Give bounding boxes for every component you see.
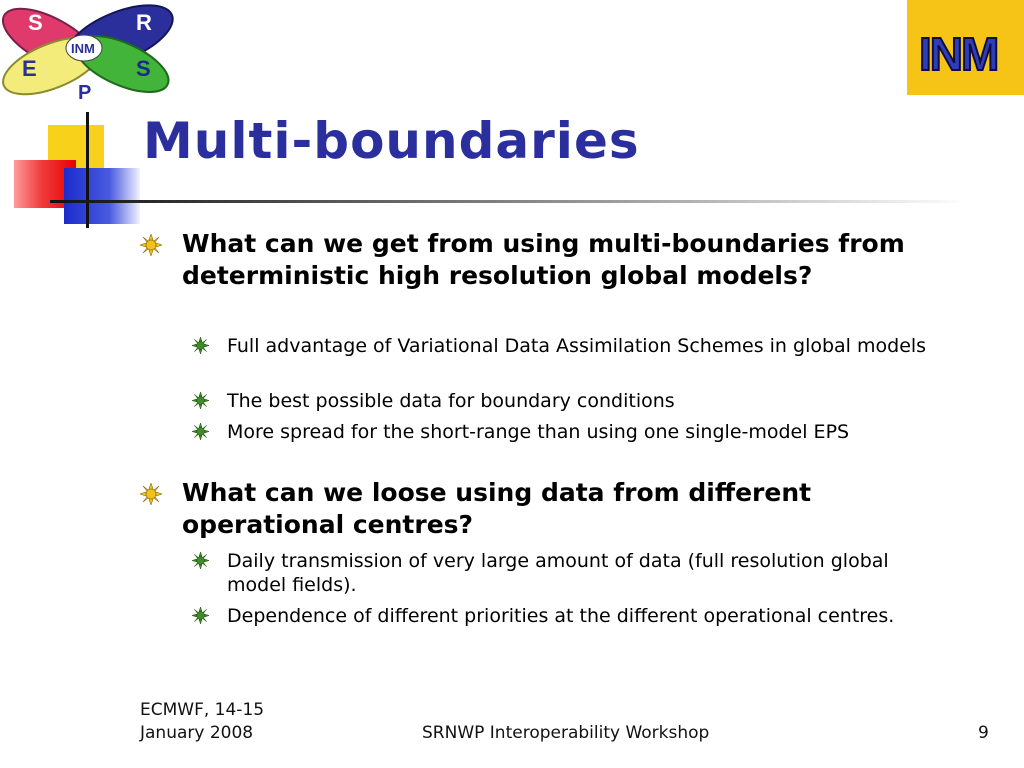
sub-bullet-1-3-text: More spread for the short-range than using one single-model EPS: [227, 421, 850, 443]
sub-bullet-1-2: [140, 389, 940, 413]
bullet-sun-icon: [192, 423, 209, 440]
bullet-1: [140, 228, 970, 292]
bullet-sun-icon: [140, 483, 162, 505]
sub-bullet-1-1-text: Full advantage of Variational Data Assimilation Schemes in global models: [227, 335, 927, 357]
sub-bullet-2-2: [140, 604, 940, 628]
bullet-sun-icon: [192, 552, 209, 569]
title-decor-vertical-line: [86, 112, 89, 228]
bullet-sun-icon: [140, 234, 162, 256]
sub-bullet-1-2-text: The best possible data for boundary conditions: [227, 390, 675, 412]
page-number: 9: [978, 723, 989, 743]
sub-bullet-1-1: [140, 334, 940, 358]
bullet-sun-icon: [192, 607, 209, 624]
inm-logo: [907, 0, 1024, 95]
srnwp-letter-r: R: [136, 10, 152, 35]
page-title: Multi-boundaries: [143, 112, 640, 170]
sub-bullet-2-1-text: Daily transmission of very large amount of data (full resolution global model fields).: [227, 550, 889, 596]
sub-bullet-2-2-text: Dependence of different priorities at the different operational centres.: [227, 605, 895, 627]
bullet-2-text: What can we loose using data from different operational centres?: [182, 478, 812, 539]
title-decor-blue-square: [64, 168, 140, 224]
srnwp-letter-s: S: [28, 10, 43, 35]
srnwp-letter-p: P: [78, 82, 92, 104]
footer-date: ECMWF, 14-15 January 2008: [140, 700, 265, 743]
srnwp-logo: [0, 0, 180, 104]
srnwp-center-text: INM: [71, 41, 95, 56]
title-underline: [50, 200, 970, 203]
inm-logo-text: INM: [919, 28, 998, 80]
srnwp-letter-s2: S: [136, 56, 151, 81]
sub-bullet-1-3: [140, 420, 940, 444]
footer-event-title: SRNWP Interoperability Workshop: [422, 723, 710, 743]
srnwp-letter-e: E: [22, 56, 37, 81]
bullet-1-text: What can we get from using multi-boundaries from deterministic high resolution global models?: [182, 229, 905, 290]
sub-bullet-2-1: [140, 549, 940, 597]
bullet-sun-icon: [192, 337, 209, 354]
bullet-sun-icon: [192, 392, 209, 409]
bullet-2: [140, 477, 970, 541]
